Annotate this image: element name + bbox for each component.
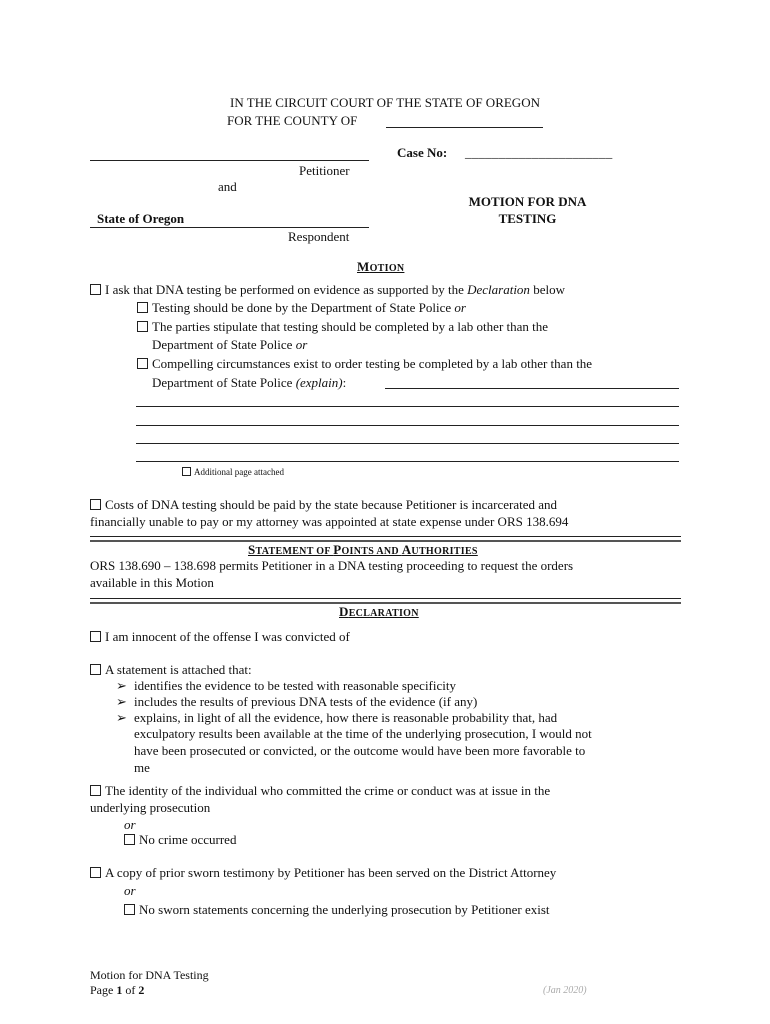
compelling-option: Compelling circumstances exist to order testing be completed by a lab other than the [137, 356, 592, 372]
no-sworn-statements-item: No sworn statements concerning the underlying prosecution by Petitioner exist [124, 902, 550, 918]
explain-line-3[interactable] [136, 425, 679, 426]
no-crime-checkbox[interactable] [124, 834, 135, 845]
stipulate-checkbox[interactable] [137, 321, 148, 332]
county-blank-line[interactable] [386, 127, 543, 128]
footer-revision-date: (Jan 2020) [543, 985, 587, 996]
statement-attached-checkbox[interactable] [90, 664, 101, 675]
request-dna-testing-checkbox[interactable] [90, 284, 101, 295]
points-authorities-text-line1: ORS 138.690 – 138.698 permits Petitioner in a DNA testing proceeding to request the orders [90, 558, 574, 573]
county-label: FOR THE COUNTY OF [227, 113, 358, 128]
explain-line-5[interactable] [136, 461, 679, 462]
statement-bullet-1: ➢ identifies the evidence to be tested with reasonable specificity [116, 678, 456, 693]
innocent-checkbox[interactable] [90, 631, 101, 642]
petitioner-name-line[interactable] [90, 160, 369, 161]
respondent-label: Respondent [288, 229, 350, 244]
identity-checkbox[interactable] [90, 785, 101, 796]
case-no-field[interactable]: ______________________ [465, 145, 613, 160]
document-title-line2: TESTING [498, 211, 557, 226]
arrow-bullet-icon: ➢ [116, 710, 127, 725]
footer-form-title: Motion for DNA Testing [90, 968, 209, 982]
explain-line-2[interactable] [136, 406, 679, 407]
identity-item-line2: underlying prosecution [90, 800, 211, 815]
arrow-bullet-icon: ➢ [116, 678, 127, 693]
costs-item: Costs of DNA testing should be paid by the state because Petitioner is incarcerated and [90, 497, 557, 513]
motion-heading: MOTION [357, 259, 405, 274]
no-crime-item: No crime occurred [124, 832, 236, 848]
statement-bullet-3: ➢ explains, in light of all the evidence, how there is reasonable probability that, had [116, 710, 558, 725]
prior-testimony-checkbox[interactable] [90, 867, 101, 878]
footer-page-number: Page 1 of 2 [90, 983, 145, 997]
statement-attached-item: A statement is attached that: [90, 662, 252, 678]
arrow-bullet-icon: ➢ [116, 694, 127, 709]
prior-testimony-item: A copy of prior sworn testimony by Petitioner has been served on the District Attorney [90, 865, 556, 881]
additional-page-option: Additional page attached [182, 467, 284, 477]
costs-checkbox[interactable] [90, 499, 101, 510]
or-label-2: or [124, 883, 136, 898]
document-title-line1: MOTION FOR DNA [468, 194, 587, 209]
statement-bullet-3-line3: have been prosecuted or convicted, or the outcome would have been more favorable to [134, 743, 586, 758]
declaration-heading: DECLARATION [339, 604, 419, 619]
innocent-item: I am innocent of the offense I was convicted of [90, 629, 350, 645]
no-sworn-statements-checkbox[interactable] [124, 904, 135, 915]
additional-page-checkbox[interactable] [182, 467, 191, 476]
compelling-checkbox[interactable] [137, 358, 148, 369]
points-authorities-heading: STATEMENT OF POINTS AND AUTHORITIES [248, 542, 478, 557]
explain-line-4[interactable] [136, 443, 679, 444]
statement-bullet-3-line4: me [134, 760, 150, 775]
identity-item: The identity of the individual who committed the crime or conduct was at issue in the [90, 783, 550, 799]
statement-bullet-3-line2: exculpatory results been available at the time of the underlying prosecution, I would not [134, 726, 592, 741]
state-police-checkbox[interactable] [137, 302, 148, 313]
or-label-1: or [124, 817, 136, 832]
request-dna-testing-item: I ask that DNA testing be performed on evidence as supported by the Declaration below [90, 282, 565, 298]
respondent-line [90, 227, 369, 228]
explain-line-1[interactable] [385, 388, 679, 389]
stipulate-option: The parties stipulate that testing should be completed by a lab other than the [137, 319, 548, 335]
court-name-line1: IN THE CIRCUIT COURT OF THE STATE OF OREGON [230, 95, 540, 110]
statement-bullet-2: ➢ includes the results of previous DNA tests of the evidence (if any) [116, 694, 478, 709]
petitioner-label: Petitioner [299, 163, 350, 178]
stipulate-option-line2: Department of State Police or [152, 337, 308, 352]
and-label: and [218, 179, 237, 194]
state-of-oregon-label: State of Oregon [97, 211, 185, 226]
state-police-option: Testing should be done by the Department of State Police or [137, 300, 466, 316]
costs-item-line2: financially unable to pay or my attorney was appointed at state expense under ORS 138.694 [90, 514, 569, 529]
points-authorities-text-line2: available in this Motion [90, 575, 214, 590]
case-no-label: Case No: [397, 145, 448, 160]
compelling-option-line2: Department of State Police (explain): [152, 375, 347, 390]
